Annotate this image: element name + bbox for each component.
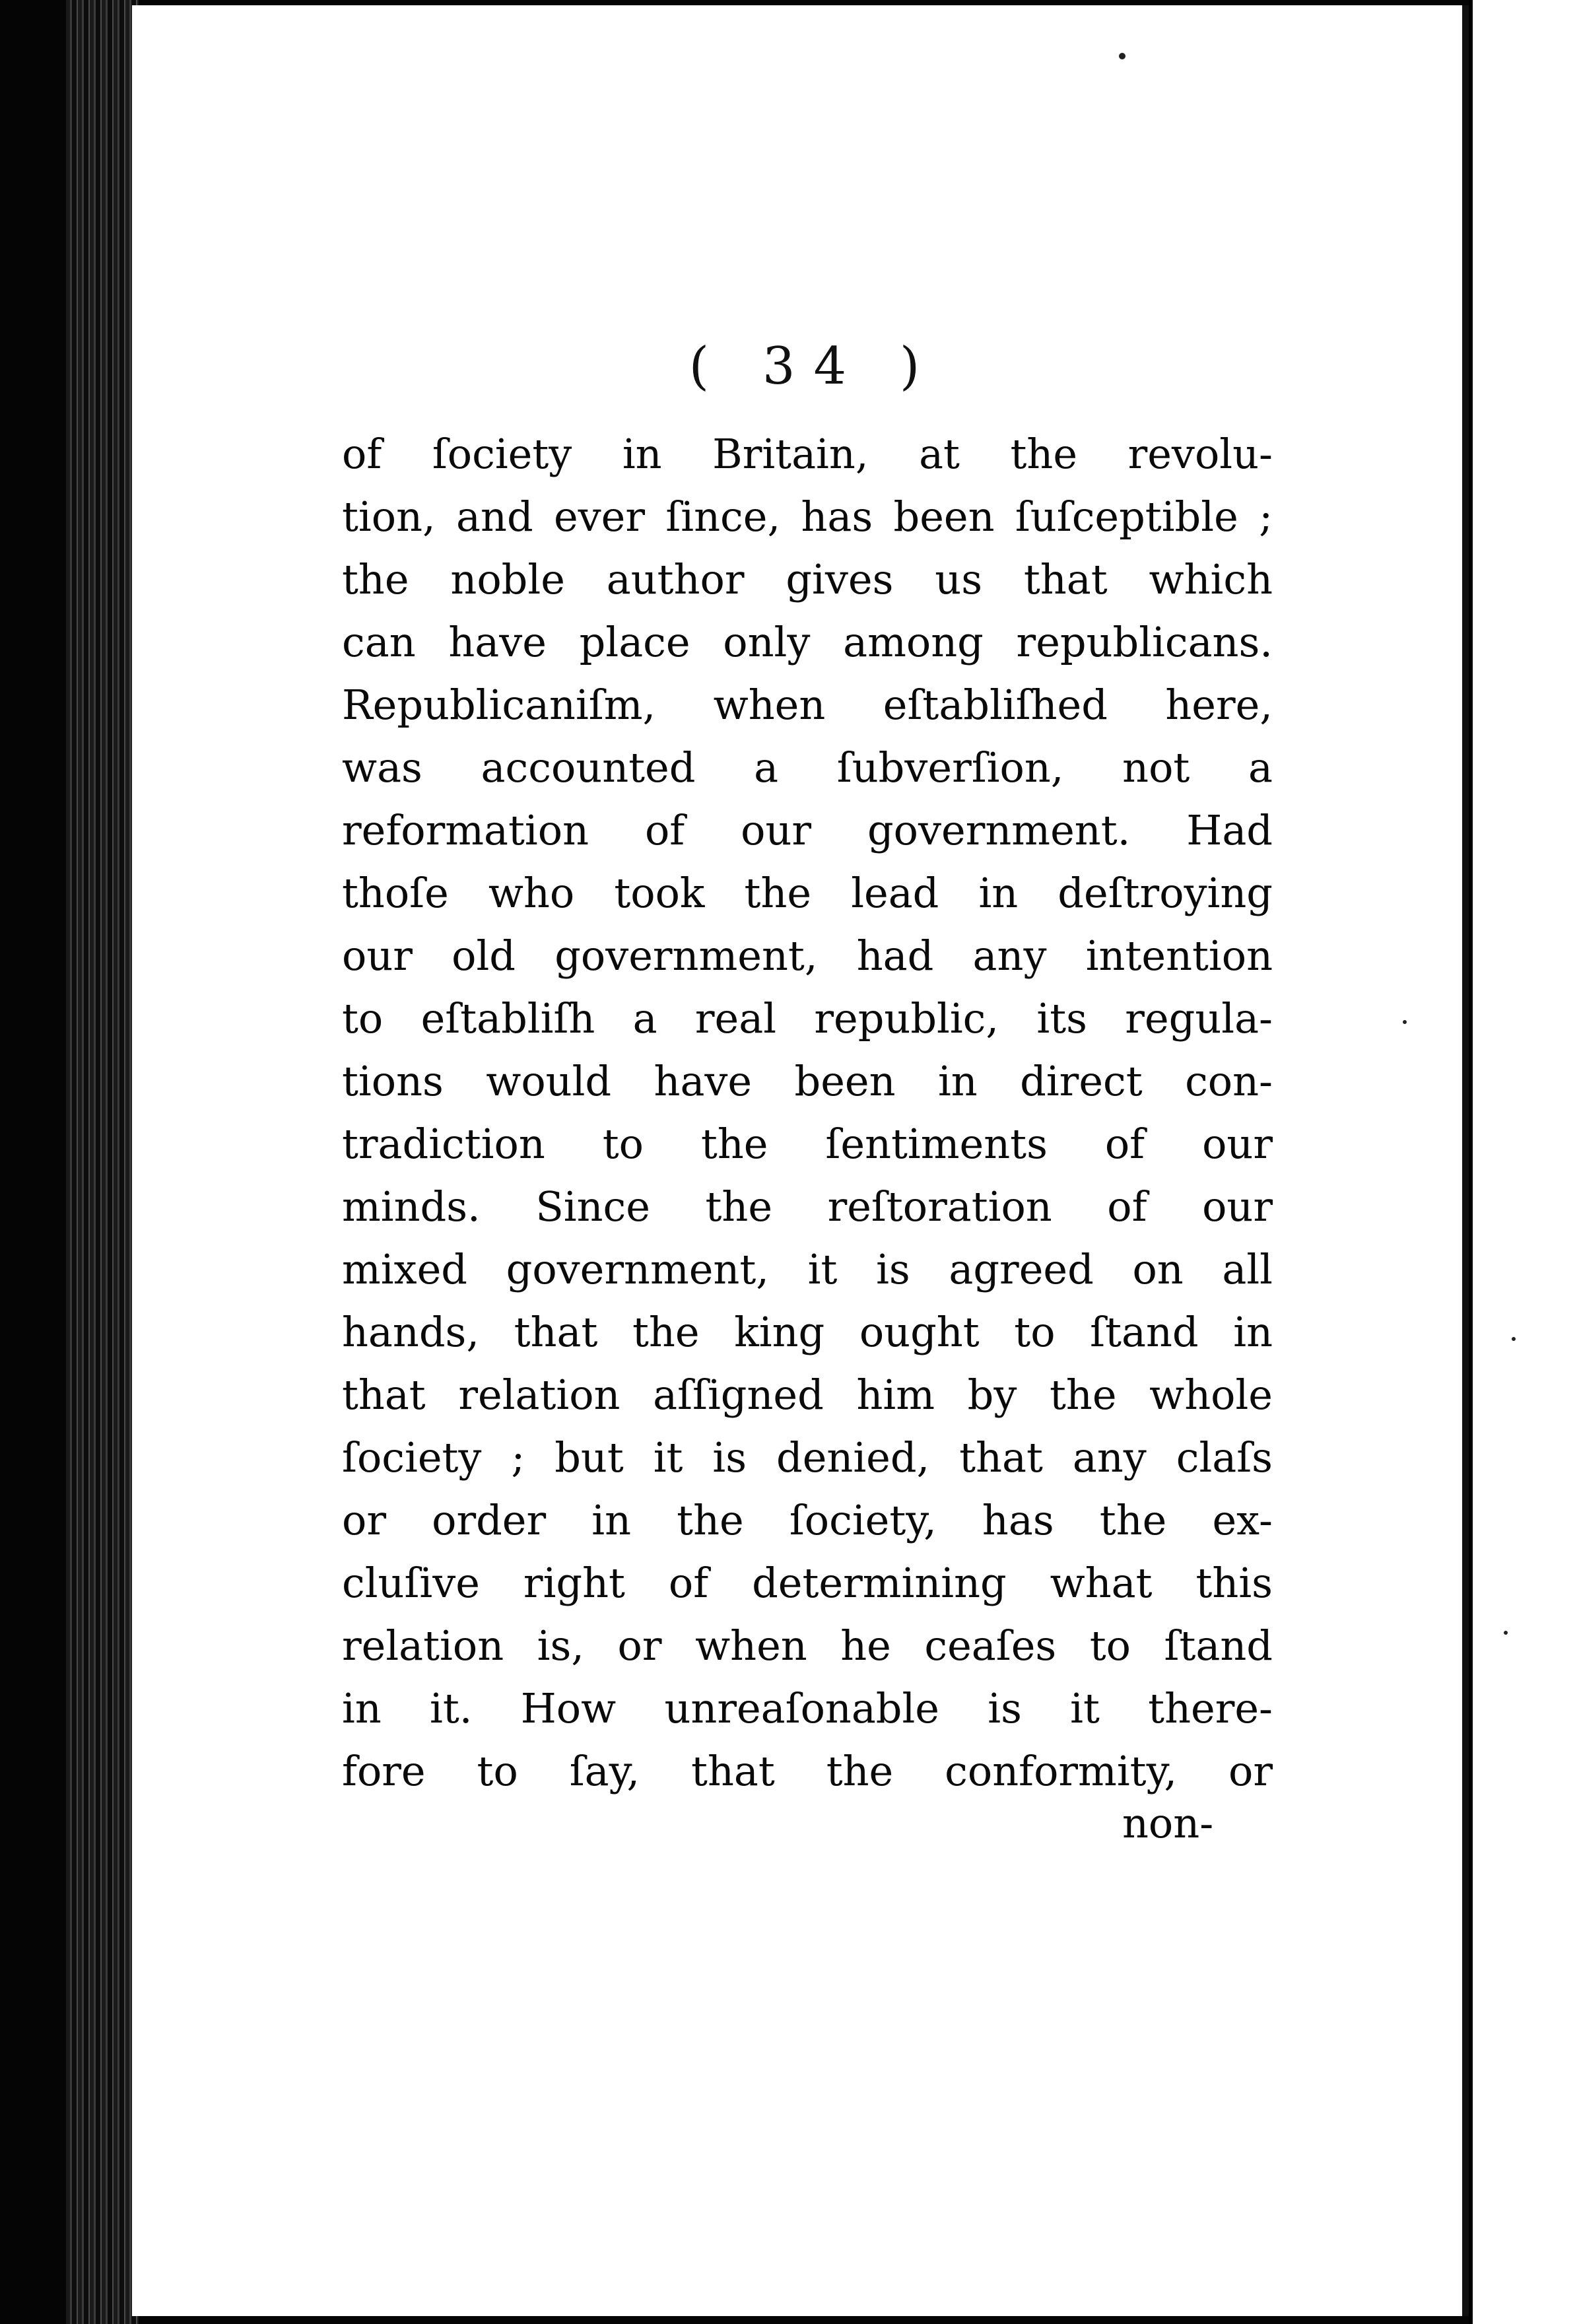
- body-text: [342, 423, 1273, 1802]
- text-line: was accounted a ſubverſion, not a: [342, 743, 1273, 792]
- facing-page-edge: [1469, 0, 1579, 2324]
- text-line: tion, and ever ſince, has been ſuſceptible ;: [342, 493, 1273, 541]
- print-speck: [1403, 1020, 1407, 1024]
- print-speck: [1512, 1337, 1516, 1341]
- text-line: mixed government, it is agreed on all: [342, 1245, 1273, 1293]
- text-line: our old government, had any intention: [342, 932, 1273, 980]
- text-line: of ſociety in Britain, at the revolu-: [342, 430, 1273, 478]
- print-speck: [1504, 1631, 1508, 1635]
- catchword: non-: [1122, 1799, 1214, 1847]
- book-gutter: [66, 0, 139, 2324]
- text-line: reformation of our government. Had: [342, 806, 1273, 854]
- text-line: hands, that the king ought to ſtand in: [342, 1308, 1273, 1356]
- text-line: fore to ſay, that the conformity, or: [342, 1747, 1273, 1795]
- text-line: minds. Since the reſtoration of our: [342, 1182, 1273, 1231]
- text-line: tions would have been in direct con-: [342, 1057, 1273, 1105]
- text-line: can have place only among republicans.: [342, 618, 1273, 666]
- text-line: to eſtabliſh a real republic, its regula-: [342, 994, 1273, 1042]
- text-line: or order in the ſociety, has the ex-: [342, 1496, 1273, 1544]
- text-line: in it. How unreaſonable is it there-: [342, 1684, 1273, 1732]
- text-line: cluſive right of determining what this: [342, 1559, 1273, 1607]
- page-number: ( 34 ): [689, 337, 939, 396]
- print-speck: [1119, 53, 1125, 59]
- text-line: relation is, or when he ceaſes to ſtand: [342, 1622, 1273, 1670]
- text-line: Republicaniſm, when eſtabliſhed here,: [342, 681, 1273, 729]
- text-line: that relation aſſigned him by the whole: [342, 1371, 1273, 1419]
- text-line: tradiction to the ſentiments of our: [342, 1120, 1273, 1168]
- text-line: ſociety ; but it is denied, that any claſs: [342, 1433, 1273, 1482]
- text-line: the noble author gives us that which: [342, 555, 1273, 603]
- text-line: thoſe who took the lead in deſtroying: [342, 869, 1273, 917]
